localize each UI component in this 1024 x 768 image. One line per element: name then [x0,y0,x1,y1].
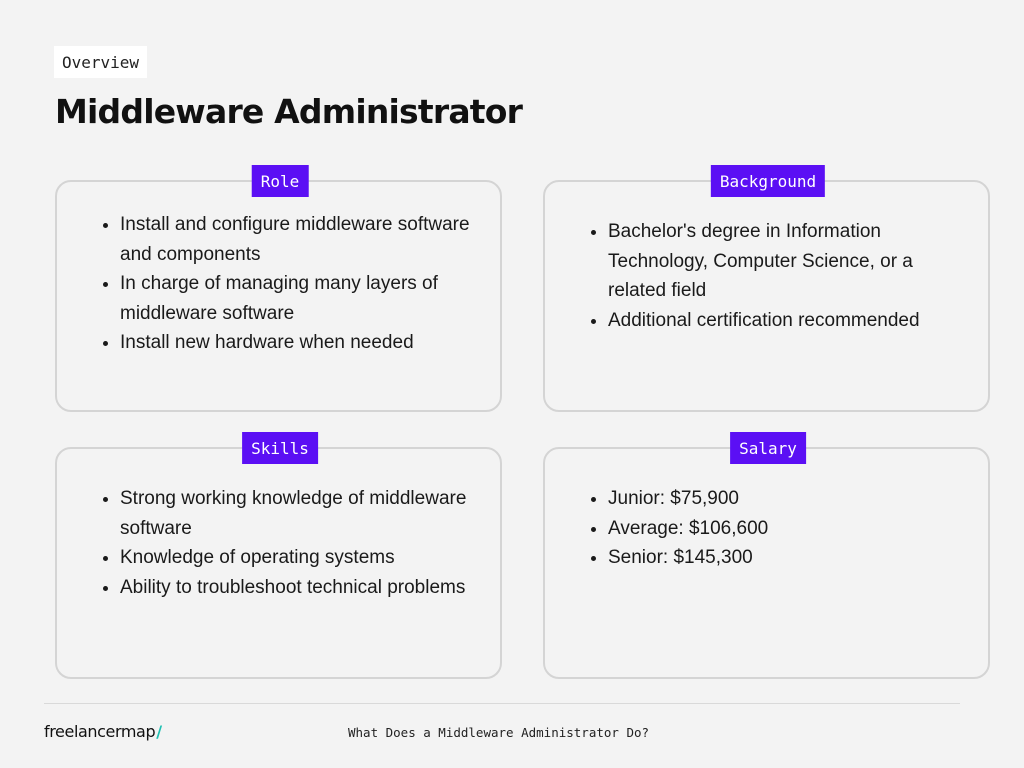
freelancermap-logo[interactable] [44,722,162,741]
salary-card [543,438,990,679]
list-item: Junior: $75,900 [589,484,970,514]
overview-tag: Overview [54,46,147,78]
skills-label: Skills [242,432,318,464]
logo-slash-icon: / [156,722,162,741]
footer-divider [44,703,960,704]
skills-card [55,438,502,679]
list-item: Install and configure middleware software and components [101,210,482,269]
role-list [101,210,482,358]
list-item: In charge of managing many layers of middleware software [101,269,482,328]
background-card [543,171,990,412]
list-item: Bachelor's degree in Information Technology, Computer Science, or a related field [589,217,970,306]
list-item: Install new hardware when needed [101,328,482,358]
page-title: Middleware Administrator [55,92,523,131]
salary-list [589,484,970,573]
salary-label: Salary [730,432,806,464]
logo-text: freelancermap [44,722,156,741]
list-item: Additional certification recommended [589,306,970,336]
list-item: Ability to troubleshoot technical problems [101,573,482,603]
list-item: Knowledge of operating systems [101,543,482,573]
role-card [55,171,502,412]
role-label: Role [252,165,309,197]
skills-list [101,484,482,602]
background-list [589,217,970,335]
list-item: Strong working knowledge of middleware software [101,484,482,543]
background-label: Background [711,165,825,197]
footer-caption: What Does a Middleware Administrator Do? [348,725,650,740]
list-item: Average: $106,600 [589,514,970,544]
list-item: Senior: $145,300 [589,543,970,573]
